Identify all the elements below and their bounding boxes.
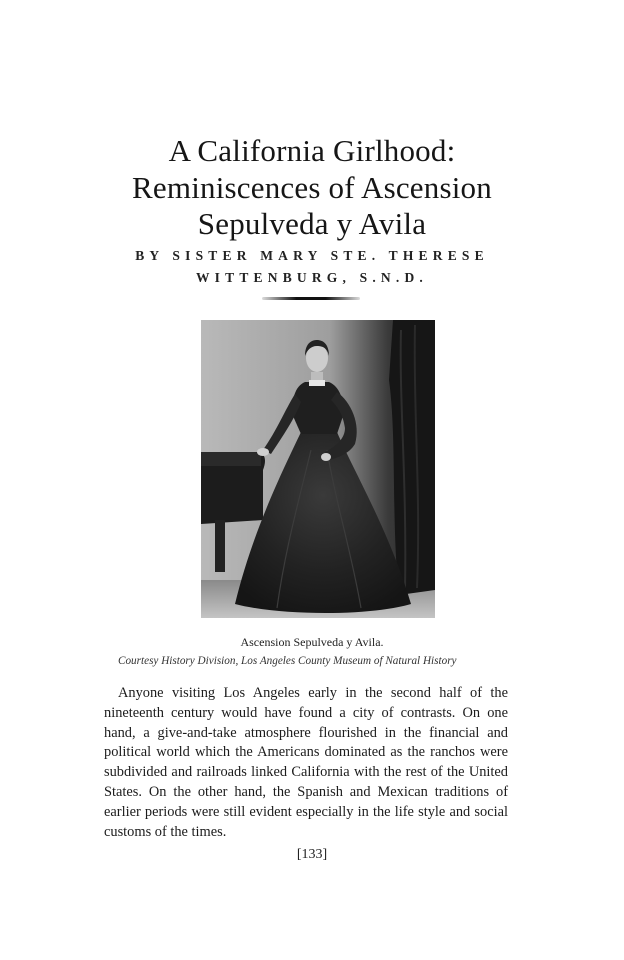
author-byline-line-2: WITTENBURG, S.N.D. — [195, 270, 428, 285]
article-title-line-3: Sepulveda y Avila — [197, 206, 427, 241]
author-byline-line-1: BY SISTER MARY STE. THERESE — [135, 248, 489, 263]
photo-caption: Ascension Sepulveda y Avila. — [240, 635, 384, 649]
photo-credit: Courtesy History Division, Los Angeles County Museum of Natural History — [118, 655, 457, 667]
body-paragraph: Anyone visiting Los Angeles early in the second half of the nineteenth century would have found a city of contrasts. On one hand, a give-and-take atmosphere flourished in the financial and political world which the Americans dominated as the ranchos were subdivided and railroads linked California with the rest of the United States. On the other hand, the Spanish and Mexican traditions of earlier periods were still evident especially in the life style and social customs of the times. — [104, 685, 508, 840]
article-title-line-1: A California Girlhood: — [168, 133, 456, 168]
page-number: [133] — [296, 847, 328, 862]
article-title-line-2: Reminiscences of Ascension — [132, 170, 492, 205]
article-body — [104, 684, 508, 842]
portrait-photograph — [201, 320, 435, 618]
title-divider-rule — [262, 297, 360, 300]
